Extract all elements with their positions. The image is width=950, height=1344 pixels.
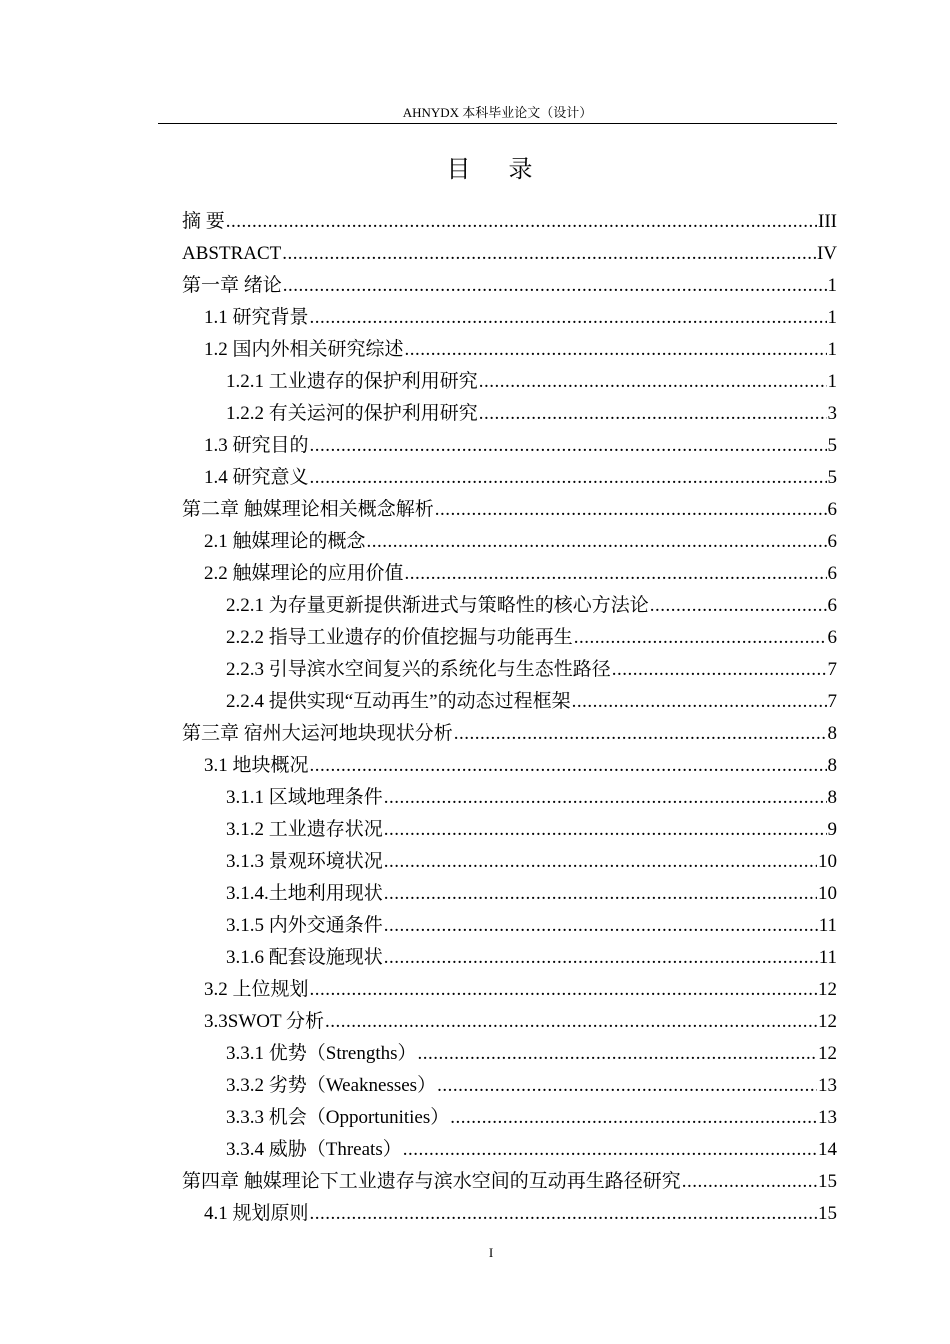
toc-entry-page: 6 xyxy=(827,499,837,520)
toc-entry-page: 3 xyxy=(827,403,837,424)
toc-entry[interactable] xyxy=(182,1198,837,1230)
toc-entry-title: 第四章 触媒理论下工业遗存与滨水空间的互动再生路径研究 xyxy=(182,1171,681,1192)
toc-entry[interactable] xyxy=(182,270,837,302)
toc-entry-title: 第二章 触媒理论相关概念解析 xyxy=(182,499,434,520)
toc-entry-title: 3.1.6 配套设施现状 xyxy=(226,947,383,968)
toc-leader-dots xyxy=(283,274,827,298)
toc-entry-page: 14 xyxy=(818,1139,837,1160)
toc-entry[interactable] xyxy=(182,430,837,462)
toc-leader-dots xyxy=(226,210,817,234)
toc-entry-page: 6 xyxy=(827,531,837,552)
toc-entry[interactable] xyxy=(182,1006,837,1038)
toc-entry-page: 7 xyxy=(827,691,837,712)
toc-entry-title: 1.1 研究背景 xyxy=(204,307,309,328)
toc-leader-dots xyxy=(403,1138,817,1162)
toc-entry[interactable] xyxy=(182,1102,837,1134)
toc-entry-page: 12 xyxy=(818,1043,837,1064)
toc-entry-page: 11 xyxy=(818,947,837,968)
toc-entry-page: 12 xyxy=(818,1011,837,1032)
toc-entry-title: 3.3.3 机会（Opportunities） xyxy=(226,1107,450,1128)
toc-entry[interactable] xyxy=(182,1166,837,1198)
toc-entry-page: 10 xyxy=(818,851,837,872)
page-header: AHNYDX 本科毕业论文（设计） xyxy=(402,105,593,120)
table-of-contents xyxy=(182,206,837,1230)
toc-leader-dots xyxy=(574,626,827,650)
toc-entry-title: 第三章 宿州大运河地块现状分析 xyxy=(182,723,453,744)
toc-entry-page: 1 xyxy=(827,275,837,296)
toc-entry-page: 5 xyxy=(827,435,837,456)
toc-entry[interactable] xyxy=(182,590,837,622)
toc-entry-title: 2.1 触媒理论的概念 xyxy=(204,531,366,552)
toc-entry-page: 15 xyxy=(818,1203,837,1224)
toc-leader-dots xyxy=(418,1042,817,1066)
toc-leader-dots xyxy=(384,850,817,874)
toc-entry[interactable] xyxy=(182,366,837,398)
toc-entry-page: 11 xyxy=(818,915,837,936)
toc-entry[interactable] xyxy=(182,750,837,782)
toc-entry[interactable] xyxy=(182,622,837,654)
toc-leader-dots xyxy=(650,594,827,618)
toc-leader-dots xyxy=(405,338,827,362)
toc-entry-page: 6 xyxy=(827,563,837,584)
toc-entry-page: 5 xyxy=(827,467,837,488)
toc-leader-dots xyxy=(405,562,827,586)
toc-entry[interactable] xyxy=(182,1134,837,1166)
toc-entry-page: 10 xyxy=(818,883,837,904)
toc-entry[interactable] xyxy=(182,1070,837,1102)
toc-entry-page: 7 xyxy=(827,659,837,680)
toc-entry-title: 2.2.4 提供实现“互动再生”的动态过程框架 xyxy=(226,691,571,712)
toc-leader-dots xyxy=(325,1010,817,1034)
toc-entry-page: 6 xyxy=(827,627,837,648)
toc-entry-page: 1 xyxy=(827,371,837,392)
toc-entry-title: 4.1 规划原则 xyxy=(204,1203,309,1224)
toc-entry-page: III xyxy=(818,211,837,232)
toc-leader-dots xyxy=(367,530,827,554)
toc-entry[interactable] xyxy=(182,718,837,750)
toc-entry-title: 3.1.2 工业遗存状况 xyxy=(226,819,383,840)
toc-entry-title: 1.3 研究目的 xyxy=(204,435,309,456)
toc-leader-dots xyxy=(454,722,827,746)
toc-entry-page: IV xyxy=(816,243,837,264)
toc-leader-dots xyxy=(384,818,827,842)
toc-entry[interactable] xyxy=(182,494,837,526)
toc-entry[interactable] xyxy=(182,654,837,686)
toc-entry[interactable] xyxy=(182,558,837,590)
toc-entry[interactable] xyxy=(182,814,837,846)
toc-entry[interactable] xyxy=(182,238,837,270)
toc-entry-page: 8 xyxy=(827,723,837,744)
toc-title: 目 录 xyxy=(446,157,549,183)
toc-leader-dots xyxy=(384,882,817,906)
toc-entry[interactable] xyxy=(182,974,837,1006)
toc-leader-dots xyxy=(310,306,827,330)
toc-entry-title: 3.1 地块概况 xyxy=(204,755,309,776)
toc-entry[interactable] xyxy=(182,206,837,238)
toc-entry-page: 8 xyxy=(827,755,837,776)
toc-leader-dots xyxy=(437,1074,817,1098)
toc-leader-dots xyxy=(384,786,827,810)
toc-entry-page: 13 xyxy=(818,1075,837,1096)
toc-entry-page: 13 xyxy=(818,1107,837,1128)
toc-entry[interactable] xyxy=(182,878,837,910)
toc-entry[interactable] xyxy=(182,302,837,334)
toc-entry[interactable] xyxy=(182,398,837,430)
toc-entry-page: 6 xyxy=(827,595,837,616)
toc-entry[interactable] xyxy=(182,334,837,366)
toc-entry[interactable] xyxy=(182,462,837,494)
toc-entry[interactable] xyxy=(182,1038,837,1070)
toc-entry-title: 3.1.3 景观环境状况 xyxy=(226,851,383,872)
toc-leader-dots xyxy=(384,946,818,970)
toc-entry-page: 1 xyxy=(827,307,837,328)
toc-leader-dots xyxy=(310,1202,817,1226)
toc-leader-dots xyxy=(479,370,827,394)
header-rule xyxy=(158,123,837,124)
toc-entry[interactable] xyxy=(182,526,837,558)
toc-entry-title: 摘 要 xyxy=(182,211,225,232)
toc-entry-title: 2.2.1 为存量更新提供渐进式与策略性的核心方法论 xyxy=(226,595,649,616)
toc-leader-dots xyxy=(435,498,827,522)
toc-entry-title: 1.2.1 工业遗存的保护利用研究 xyxy=(226,371,478,392)
toc-entry[interactable] xyxy=(182,942,837,974)
toc-leader-dots xyxy=(310,978,817,1002)
toc-entry[interactable] xyxy=(182,782,837,814)
toc-entry-title: 2.2.3 引导滨水空间复兴的系统化与生态性路径 xyxy=(226,659,611,680)
toc-leader-dots xyxy=(310,434,827,458)
toc-entry-title: 2.2 触媒理论的应用价值 xyxy=(204,563,404,584)
toc-leader-dots xyxy=(282,242,816,266)
toc-entry-title: 3.1.1 区域地理条件 xyxy=(226,787,383,808)
toc-entry-title: 1.2 国内外相关研究综述 xyxy=(204,339,404,360)
toc-entry[interactable] xyxy=(182,686,837,718)
toc-leader-dots xyxy=(682,1170,817,1194)
toc-entry-title: 第一章 绪论 xyxy=(182,275,282,296)
toc-entry[interactable] xyxy=(182,846,837,878)
toc-leader-dots xyxy=(479,402,827,426)
toc-entry-page: 15 xyxy=(818,1171,837,1192)
toc-entry-title: 3.3SWOT 分析 xyxy=(204,1011,324,1032)
toc-entry-title: 3.1.5 内外交通条件 xyxy=(226,915,383,936)
toc-entry-title: 3.3.1 优势（Strengths） xyxy=(226,1043,417,1064)
toc-leader-dots xyxy=(572,690,827,714)
toc-entry-title: 1.2.2 有关运河的保护利用研究 xyxy=(226,403,478,424)
toc-entry-title: ABSTRACT xyxy=(182,243,282,264)
toc-entry-page: 9 xyxy=(827,819,837,840)
toc-entry-page: 1 xyxy=(827,339,837,360)
toc-entry-title: 3.2 上位规划 xyxy=(204,979,309,1000)
toc-entry-title: 3.3.4 威胁（Threats） xyxy=(226,1139,402,1160)
toc-entry-title: 3.3.2 劣势（Weaknesses） xyxy=(226,1075,437,1096)
toc-entry-page: 12 xyxy=(818,979,837,1000)
toc-leader-dots xyxy=(612,658,827,682)
toc-entry-title: 1.4 研究意义 xyxy=(204,467,309,488)
toc-leader-dots xyxy=(450,1106,817,1130)
toc-leader-dots xyxy=(310,754,827,778)
toc-entry-title: 3.1.4.土地利用现状 xyxy=(226,883,383,904)
toc-entry[interactable] xyxy=(182,910,837,942)
toc-entry-page: 8 xyxy=(827,787,837,808)
toc-entry-title: 2.2.2 指导工业遗存的价值挖掘与功能再生 xyxy=(226,627,573,648)
toc-leader-dots xyxy=(310,466,827,490)
toc-leader-dots xyxy=(384,914,818,938)
page-number: I xyxy=(488,1245,494,1260)
